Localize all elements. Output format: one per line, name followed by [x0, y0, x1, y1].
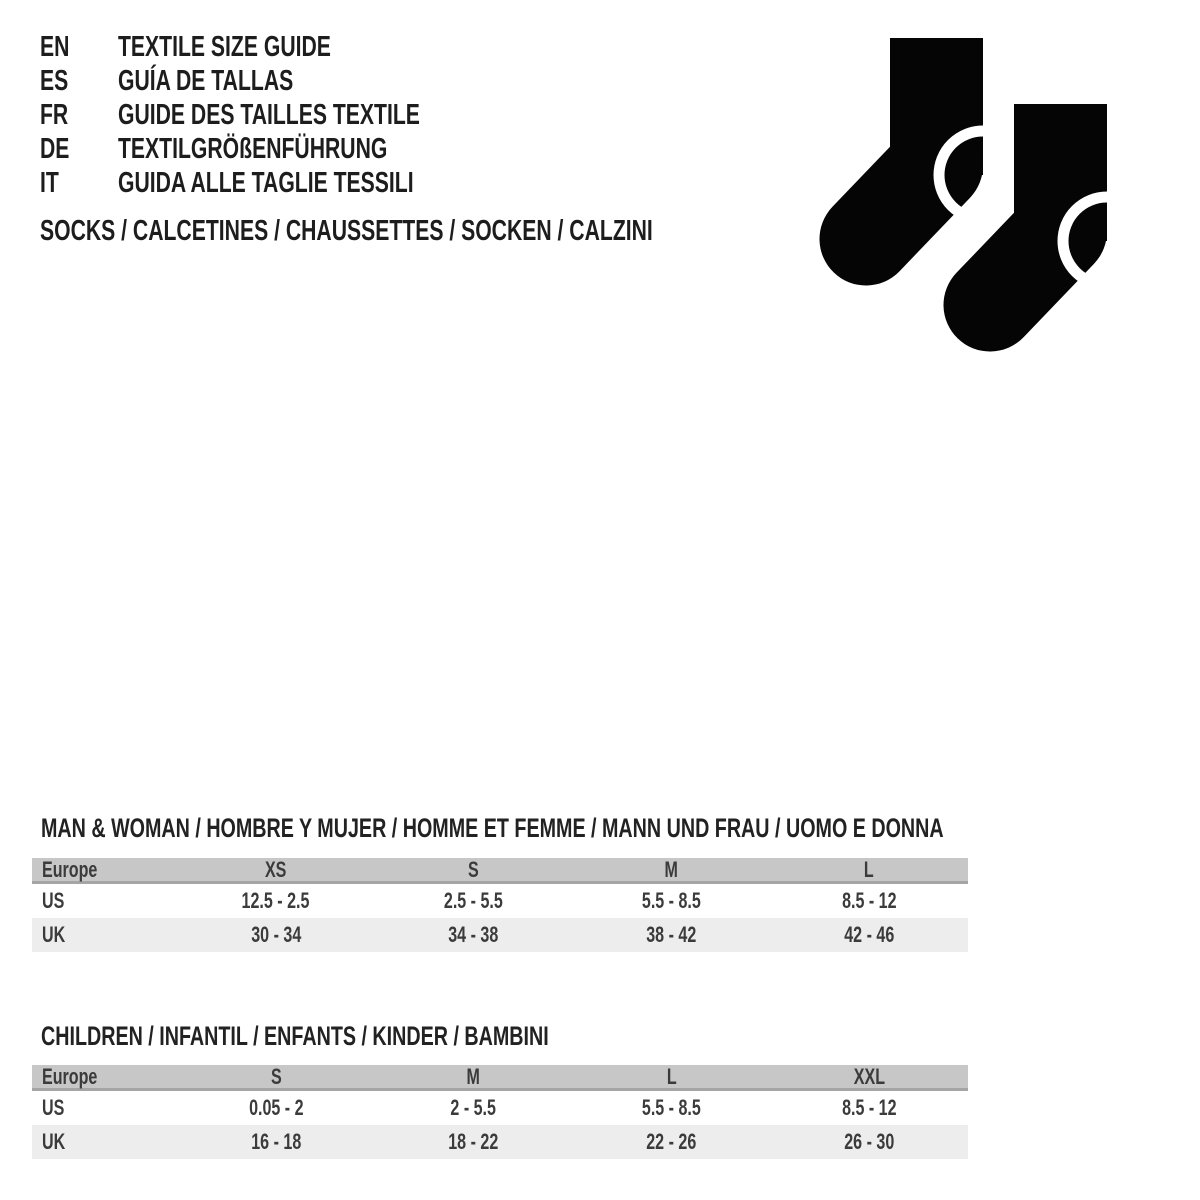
language-row-fr: [40, 98, 532, 132]
header-cell-size: XXL: [853, 1063, 885, 1089]
size-cell: 8.5 - 12: [841, 888, 897, 913]
table-header-row: [32, 1065, 968, 1091]
language-title: GUIDA ALLE TAGLIE TESSILI: [118, 167, 414, 199]
row-label: UK: [42, 922, 66, 947]
size-cell: 0.05 - 2: [248, 1095, 304, 1120]
size-cell: 22 - 26: [646, 1129, 697, 1154]
header-cell-size: L: [864, 856, 875, 882]
sock-right: [990, 104, 1107, 305]
section-heading-text: MAN & WOMAN / HOMBRE Y MUJER / HOMME ET FEMME / MANN UND FRAU / UOMO E DONNA: [41, 813, 944, 843]
size-cell: 42 - 46: [844, 922, 895, 947]
size-cell: 12.5 - 2.5: [241, 888, 310, 913]
socks-icon: [818, 35, 1128, 365]
language-code: EN: [40, 31, 70, 63]
language-title-list: [40, 30, 532, 200]
size-table-man-woman: [32, 858, 968, 952]
size-cell: 18 - 22: [448, 1129, 499, 1154]
size-table-children: [32, 1065, 968, 1159]
table-row-uk: [32, 918, 968, 952]
row-label: UK: [42, 1129, 66, 1154]
language-title: TEXTILGRÖßENFÜHRUNG: [118, 133, 388, 165]
size-cell: 16 - 18: [250, 1129, 301, 1154]
table-row-us: [32, 884, 968, 918]
section-heading-children: [41, 1020, 737, 1052]
row-label: US: [42, 1095, 65, 1120]
language-row-de: [40, 132, 532, 166]
language-title: GUIDE DES TAILLES TEXTILE: [118, 99, 420, 131]
size-cell: 5.5 - 8.5: [641, 1095, 701, 1120]
language-row-es: [40, 64, 532, 98]
row-label: US: [42, 888, 65, 913]
table-header-row: [32, 858, 968, 884]
header-cell-size: XS: [265, 856, 287, 882]
size-cell: 26 - 30: [844, 1129, 895, 1154]
section-heading-text: CHILDREN / INFANTIL / ENFANTS / KINDER / BAMBINI: [41, 1021, 549, 1051]
size-cell: 34 - 38: [448, 922, 499, 947]
language-row-it: [40, 166, 532, 200]
header-cell-size: L: [666, 1063, 677, 1089]
language-code: ES: [40, 65, 69, 97]
language-title: TEXTILE SIZE GUIDE: [118, 31, 331, 63]
size-cell: 38 - 42: [646, 922, 697, 947]
size-cell: 30 - 34: [250, 922, 301, 947]
header-cell-size: M: [466, 1063, 481, 1089]
header-cell-size: S: [468, 856, 479, 882]
language-title: GUÍA DE TALLAS: [118, 65, 294, 97]
size-cell: 5.5 - 8.5: [641, 888, 701, 913]
table-row-uk: [32, 1125, 968, 1159]
language-row-en: [40, 30, 532, 64]
language-code: IT: [40, 167, 59, 199]
size-cell: 2 - 5.5: [450, 1095, 497, 1120]
table-row-us: [32, 1091, 968, 1125]
header-cell-size: M: [664, 856, 679, 882]
section-heading-man-woman: [41, 812, 1200, 844]
size-cell: 2.5 - 5.5: [444, 888, 504, 913]
header-cell-region: Europe: [42, 856, 98, 882]
header-cell-region: Europe: [42, 1063, 98, 1089]
size-cell: 8.5 - 12: [841, 1095, 897, 1120]
language-code: DE: [40, 133, 70, 165]
product-category-line: [40, 214, 879, 248]
product-category-text: SOCKS / CALCETINES / CHAUSSETTES / SOCKEN / CALZINI: [40, 215, 653, 247]
sock-left: [866, 38, 983, 239]
language-code: FR: [40, 99, 69, 131]
header-cell-size: S: [270, 1063, 282, 1089]
